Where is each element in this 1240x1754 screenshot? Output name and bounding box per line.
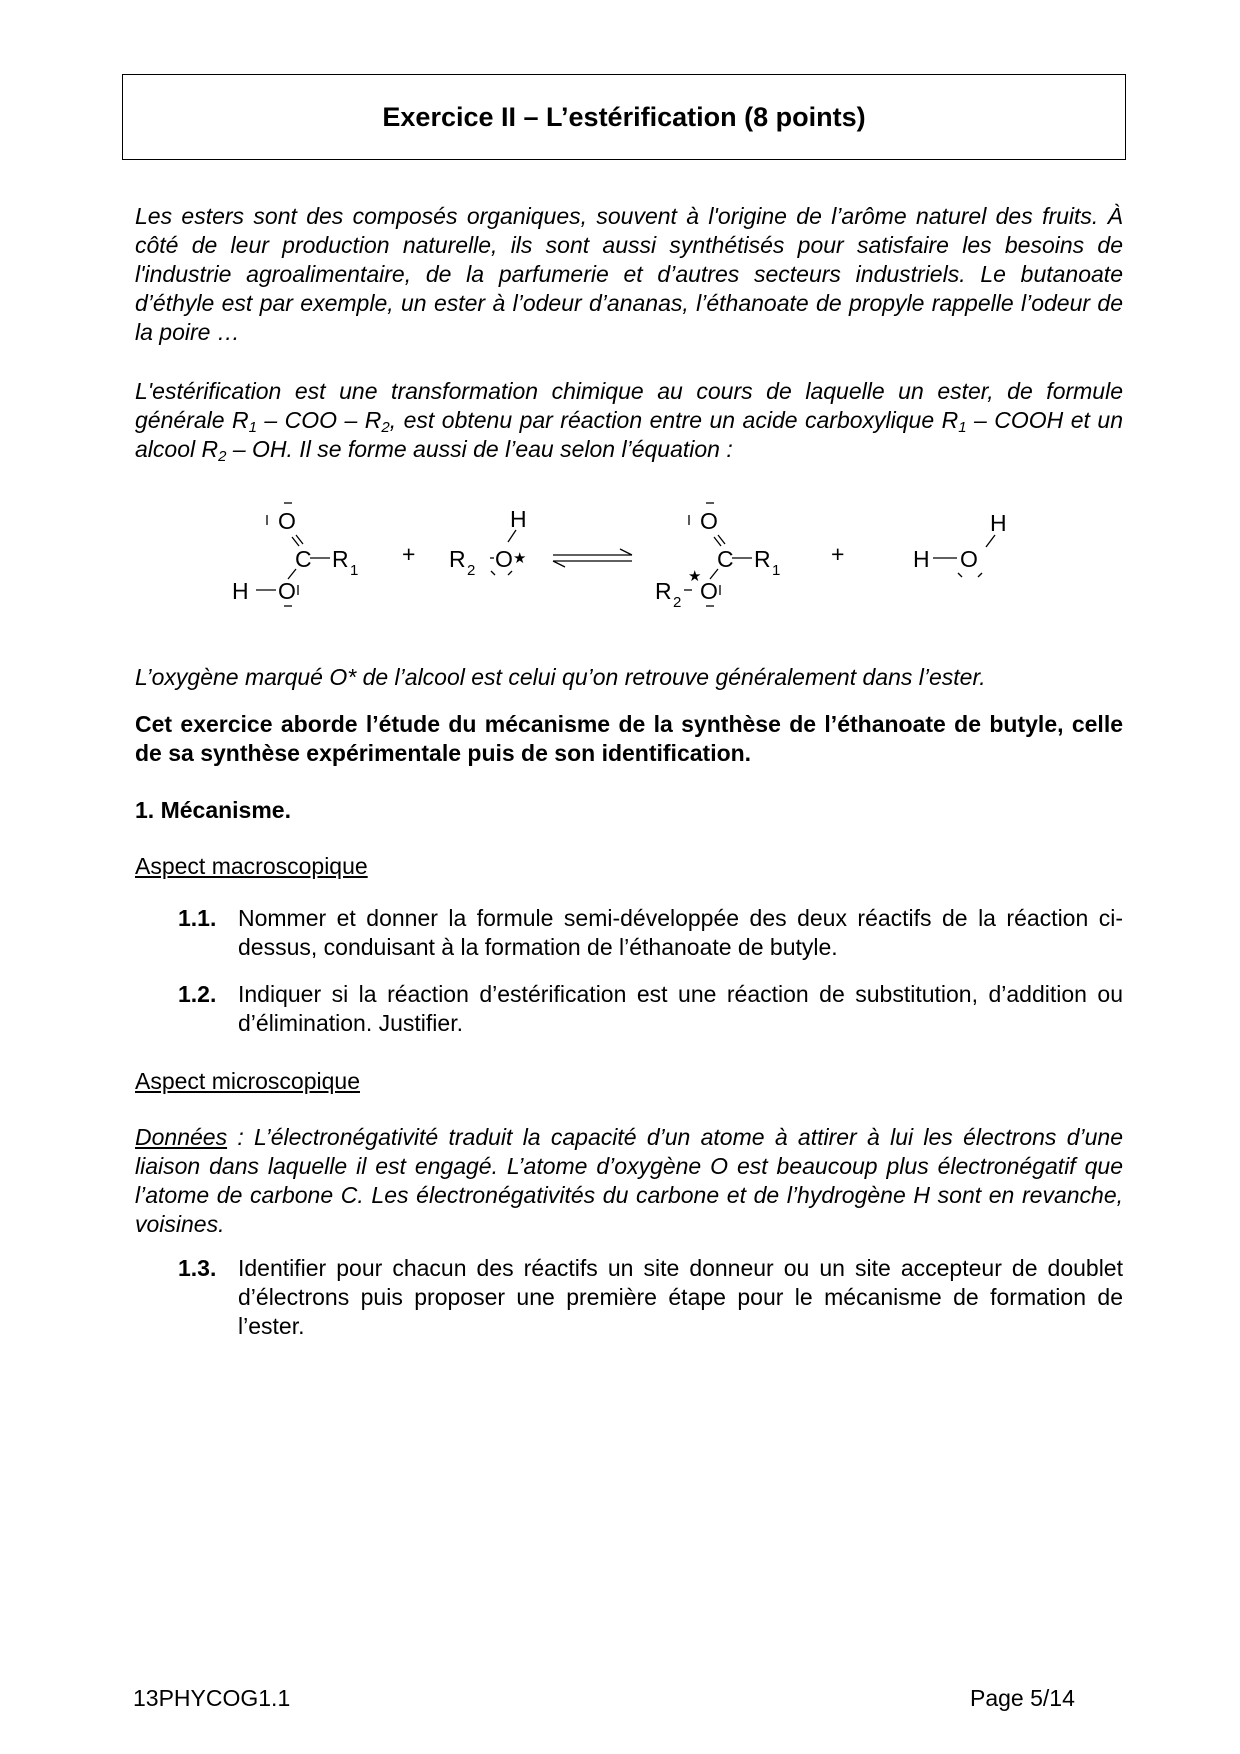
acid-carbonyl-oxygen: O: [278, 508, 296, 534]
acid-hydrogen: H: [232, 578, 249, 604]
question-1-3: [178, 1254, 1123, 1341]
oxygen-note: L’oxygène marqué O* de l’alcool est celui qu’on retrouve généralement dans l’ester.: [135, 664, 986, 690]
esterification-definition: L'estérification est une transformation chimique au cours de laquelle un ester, de formule générale $R_1$ – COO – $R_2$, est obtenu par réaction entre un acide carboxylique $R_1$ – COOH et un alcool $R_2$ – OH. Il se forme aussi de l’eau selon l’équation :: [135, 378, 1123, 465]
plus-sign-2: +: [831, 541, 845, 567]
ester-r1-group: R: [754, 546, 771, 572]
footer-code: 13PHYCOG1.1: [133, 1685, 291, 1711]
section-1-title: 1. Mécanisme.: [135, 797, 291, 823]
question-number: 1.3.: [178, 1255, 217, 1281]
svg-text:1: 1: [772, 562, 781, 579]
micro-heading: Aspect microscopique: [135, 1068, 360, 1094]
question-number: 1.2.: [178, 981, 217, 1007]
plus-sign-1: +: [402, 541, 416, 567]
alcohol-oxygen: O: [495, 546, 513, 572]
question-text: Indiquer si la réaction d’estérification est une réaction de substitution, d’addition ou d’élimination. Justifier.: [238, 981, 1123, 1036]
esterification-equation: [0, 495, 1240, 625]
question-1-1: [178, 904, 1123, 962]
macro-heading: Aspect macroscopique: [135, 853, 368, 879]
svg-text:1: 1: [350, 562, 359, 579]
acid-carbon: C: [295, 546, 312, 572]
exercise-title: Exercice II – L’estérification (8 points): [382, 101, 866, 132]
acid-hydroxyl-oxygen: O: [278, 578, 296, 604]
acid-r-group: R: [332, 546, 349, 572]
ester-carbonyl-oxygen: O: [700, 508, 718, 534]
star-icon: ★: [688, 568, 702, 585]
data-paragraph: Données : L’électronégativité traduit la capacité d’un atome à attirer à lui les électrons d’une liaison dans laquelle il est engagé. L’atome d’oxygène O est beaucoup plus électronégatif que l’atome de carbone C. Les électronégativités du carbone et de l’hydrogène H sont en revanche, voisines.: [135, 1124, 1123, 1237]
water-hydrogen-top: H: [990, 510, 1007, 536]
water-hydrogen-left: H: [913, 546, 930, 572]
footer-page-number: Page 5/14: [970, 1685, 1075, 1711]
exercise-summary: Cet exercice aborde l’étude du mécanisme de la synthèse de l’éthanoate de butyle, celle de sa synthèse expérimentale puis de son identification.: [135, 711, 1123, 766]
question-1-2: [178, 980, 1123, 1038]
ester-r2-group: R: [655, 578, 672, 604]
water-oxygen: O: [960, 546, 978, 572]
star-icon: ★: [513, 550, 527, 567]
title-box: [122, 74, 1126, 160]
question-number: 1.1.: [178, 905, 217, 931]
svg-text:2: 2: [673, 594, 682, 611]
alcohol-hydrogen: H: [510, 506, 527, 532]
intro-paragraph: Les esters sont des composés organiques, souvent à l'origine de l’arôme naturel des fruits. À côté de leur production naturelle, ils sont aussi synthétisés pour satisfaire les besoins de l'industrie agroalimentaire, de la parfumerie et d’autres secteurs industriels. Le butanoate d’éthyle est par exemple, un ester à l’odeur d’ananas, l’éthanoate de propyle rappelle l’odeur de la poire …: [135, 203, 1123, 345]
svg-text:2: 2: [467, 562, 476, 579]
question-text: Nommer et donner la formule semi-développée des deux réactifs de la réaction ci-dessus, conduisant à la formation de l’éthanoate de butyle.: [238, 905, 1123, 960]
ester-oxygen: O: [700, 578, 718, 604]
question-text: Identifier pour chacun des réactifs un site donneur ou un site accepteur de doublet d’électrons puis proposer une première étape pour le mécanisme de formation de l’ester.: [238, 1255, 1123, 1339]
ester-carbon: C: [717, 546, 734, 572]
alcohol-r-group: R: [449, 546, 466, 572]
